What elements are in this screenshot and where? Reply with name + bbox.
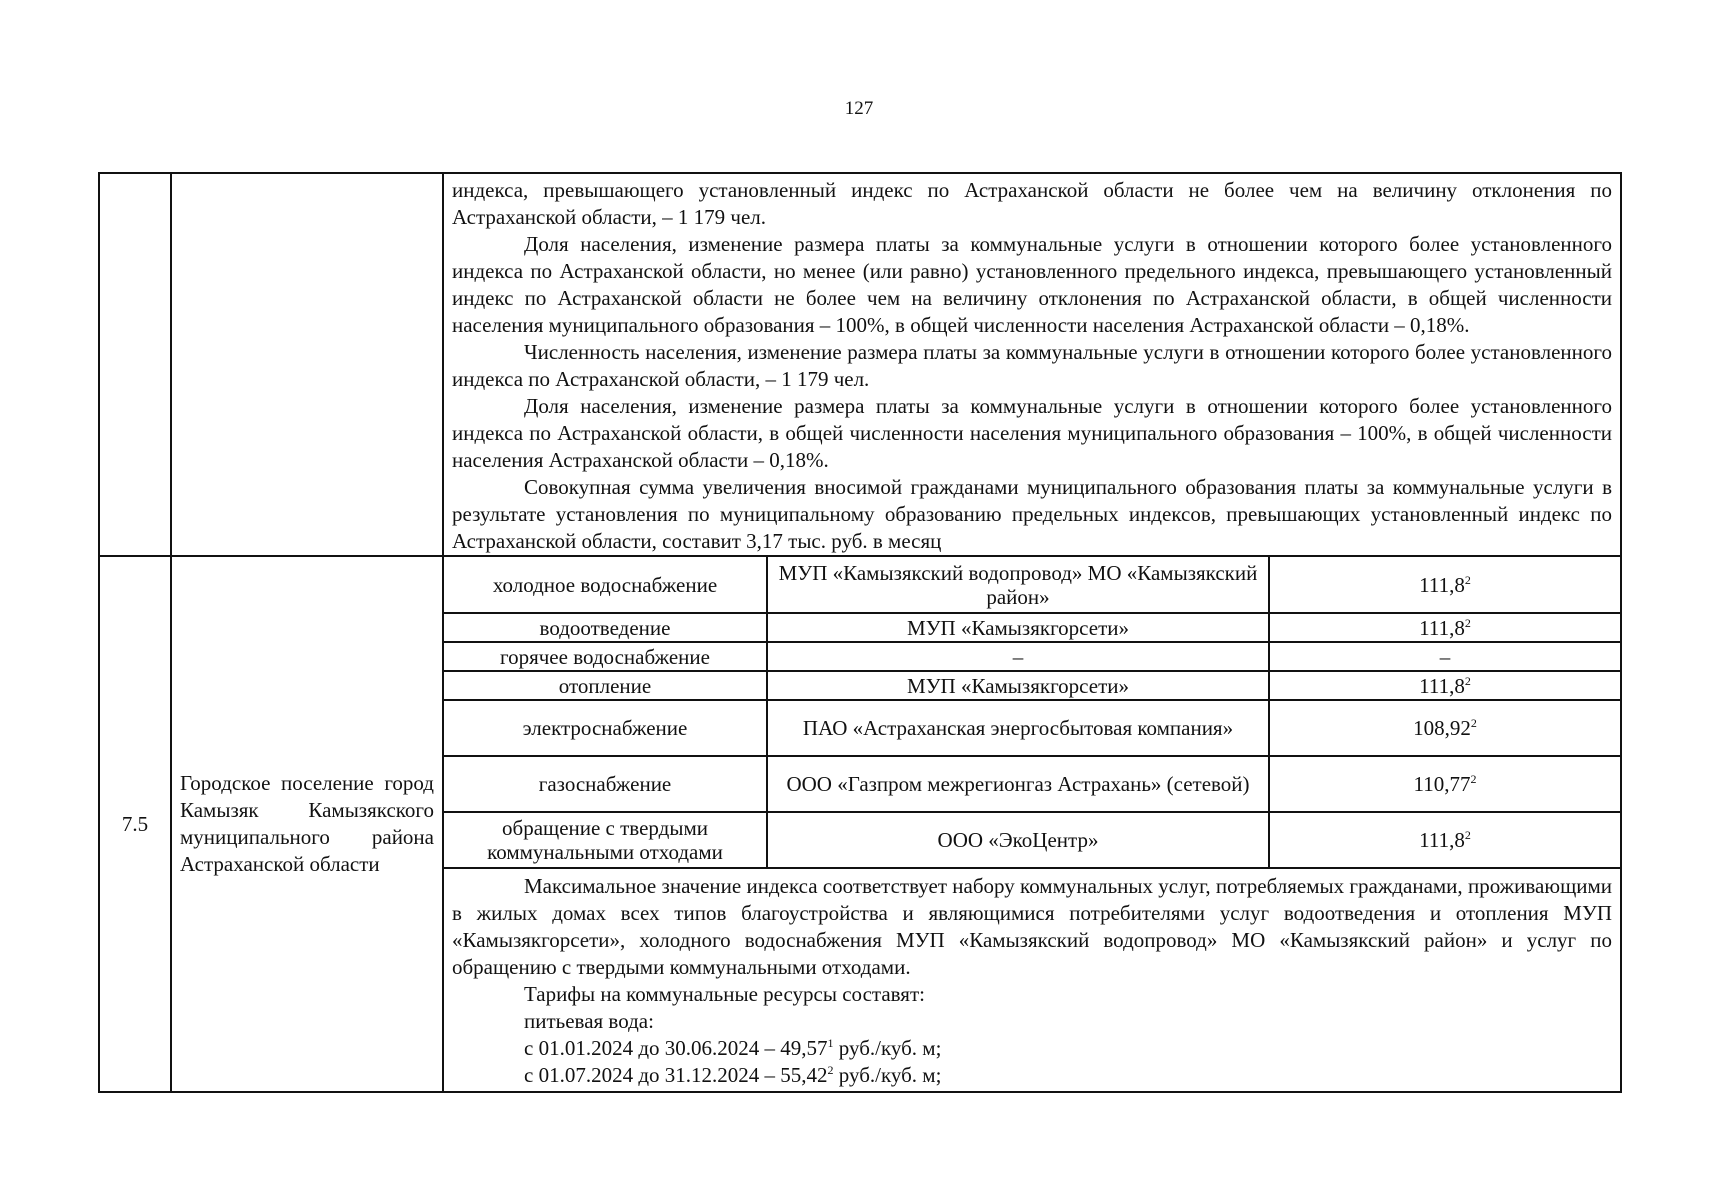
index-number: 111,8	[1419, 572, 1465, 597]
service-provider: ООО «ЭкоЦентр»	[767, 812, 1269, 868]
service-provider: ПАО «Астраханская энергосбытовая компания»	[767, 700, 1269, 756]
index-number: 111,8	[1419, 828, 1465, 852]
continuation-paragraph: индекса, превышающего установленный индекс по Астраханской области не более чем на величину отклонения по Астраханской области, – 1 179 чел.	[452, 178, 1612, 229]
tariff-unit: руб./куб. м;	[833, 1063, 942, 1087]
footnote-mark: 2	[1464, 572, 1471, 587]
footnote-mark: 2	[1464, 673, 1471, 688]
service-provider: –	[767, 642, 1269, 671]
index-value	[1269, 671, 1620, 700]
index-number: 110,77	[1413, 772, 1471, 796]
service-provider: МУП «Камызякгорсети»	[767, 613, 1269, 642]
tariffs-heading: Тарифы на коммунальные ресурсы составят:	[524, 982, 925, 1006]
service-row	[444, 671, 1620, 700]
continuation-row	[99, 173, 1621, 556]
tariff-unit: руб./куб. м;	[833, 1036, 942, 1060]
service-name: электроснабжение	[444, 700, 767, 756]
index-value	[1269, 557, 1620, 613]
index-number: 111,8	[1419, 615, 1465, 640]
index-value	[1269, 756, 1620, 812]
index-value	[1269, 613, 1620, 642]
footnote-mark: 2	[1470, 716, 1477, 730]
max-index-paragraph: Максимальное значение индекса соответствует набору коммунальных услуг, потребляемых гражданами, проживающими в жилых домах всех типов благоустройства и являющимися потребителями услуг водоотведения и отопления МУП «Камызякгорсети», холодного водоснабжения МУП «Камызякский водопровод» МО «Камызякский район» и услуг по обращению с твердыми коммунальными отходами.	[452, 874, 1612, 979]
service-name: водоотведение	[444, 613, 767, 642]
tariff-period: с 01.07.2024 до 31.12.2024 – 55,42	[524, 1063, 828, 1087]
municipal-index-table	[98, 172, 1622, 1093]
service-row	[444, 700, 1620, 756]
service-name: отопление	[444, 671, 767, 700]
index-number: 108,92	[1413, 716, 1471, 740]
municipality-name: Городское поселение город Камызяк Камызякского муниципального района Астраханской области	[171, 556, 443, 1092]
tariff-line	[452, 1035, 1612, 1062]
footnote-mark: 2	[1470, 772, 1477, 786]
service-row	[444, 613, 1620, 642]
row-description	[444, 869, 1620, 1091]
footnote-mark: 2	[827, 1063, 834, 1077]
footnote-mark: 1	[827, 1036, 834, 1050]
continuation-paragraph: Совокупная сумма увеличения вносимой гражданами муниципального образования платы за коммунальные услуги в результате установления по муниципальному образованию предельных индексов, превышающих установленный индекс по Астраханской области, составит 3,17 тыс. руб. в месяц	[452, 475, 1612, 553]
service-provider: МУП «Камызякгорсети»	[767, 671, 1269, 700]
service-row	[444, 557, 1620, 613]
service-name: холодное водоснабжение	[444, 557, 767, 613]
service-row	[444, 756, 1620, 812]
index-value: –	[1269, 642, 1620, 671]
tariff-line	[452, 1062, 1612, 1089]
continuation-paragraph: Доля населения, изменение размера платы за коммунальные услуги в отношении которого более установленного индекса по Астраханской области, в общей численности населения муниципального образования – 100%, в общей численности населения Астраханской области – 0,18%.	[452, 394, 1612, 472]
service-row	[444, 642, 1620, 671]
services-cell	[443, 556, 1621, 1092]
footnote-mark: 2	[1464, 828, 1471, 842]
footnote-mark: 2	[1464, 615, 1471, 630]
services-table	[444, 557, 1620, 869]
continuation-number-cell	[99, 173, 171, 556]
row-number: 7.5	[99, 556, 171, 1092]
service-name: газоснабжение	[444, 756, 767, 812]
index-number: 111,8	[1419, 673, 1465, 698]
continuation-paragraph: Численность населения, изменение размера платы за коммунальные услуги в отношении которого более установленного индекса по Астраханской области, – 1 179 чел.	[452, 340, 1612, 391]
row-7-5	[99, 556, 1621, 1092]
index-value	[1269, 700, 1620, 756]
continuation-paragraph: Доля населения, изменение размера платы за коммунальные услуги в отношении которого более установленного индекса по Астраханской области, но менее (или равно) установленного предельного индекса, превышающего установленный индекс по Астраханской области не более чем на величину отклонения по Астраханской области, в общей численности населения муниципального образования – 100%, в общей численности населения Астраханской области – 0,18%.	[452, 232, 1612, 337]
service-row	[444, 812, 1620, 868]
service-provider: ООО «Газпром межрегионгаз Астрахань» (сетевой)	[767, 756, 1269, 812]
service-name: горячее водоснабжение	[444, 642, 767, 671]
page-number: 127	[844, 98, 874, 119]
water-heading: питьевая вода:	[524, 1009, 654, 1033]
service-name: обращение с твердыми коммунальными отходами	[444, 812, 767, 868]
continuation-name-cell	[171, 173, 443, 556]
continuation-text-cell	[443, 173, 1621, 556]
service-provider: МУП «Камызякский водопровод» МО «Камызякский район»	[767, 557, 1269, 613]
index-value	[1269, 812, 1620, 868]
tariff-period: с 01.01.2024 до 30.06.2024 – 49,57	[524, 1036, 828, 1060]
